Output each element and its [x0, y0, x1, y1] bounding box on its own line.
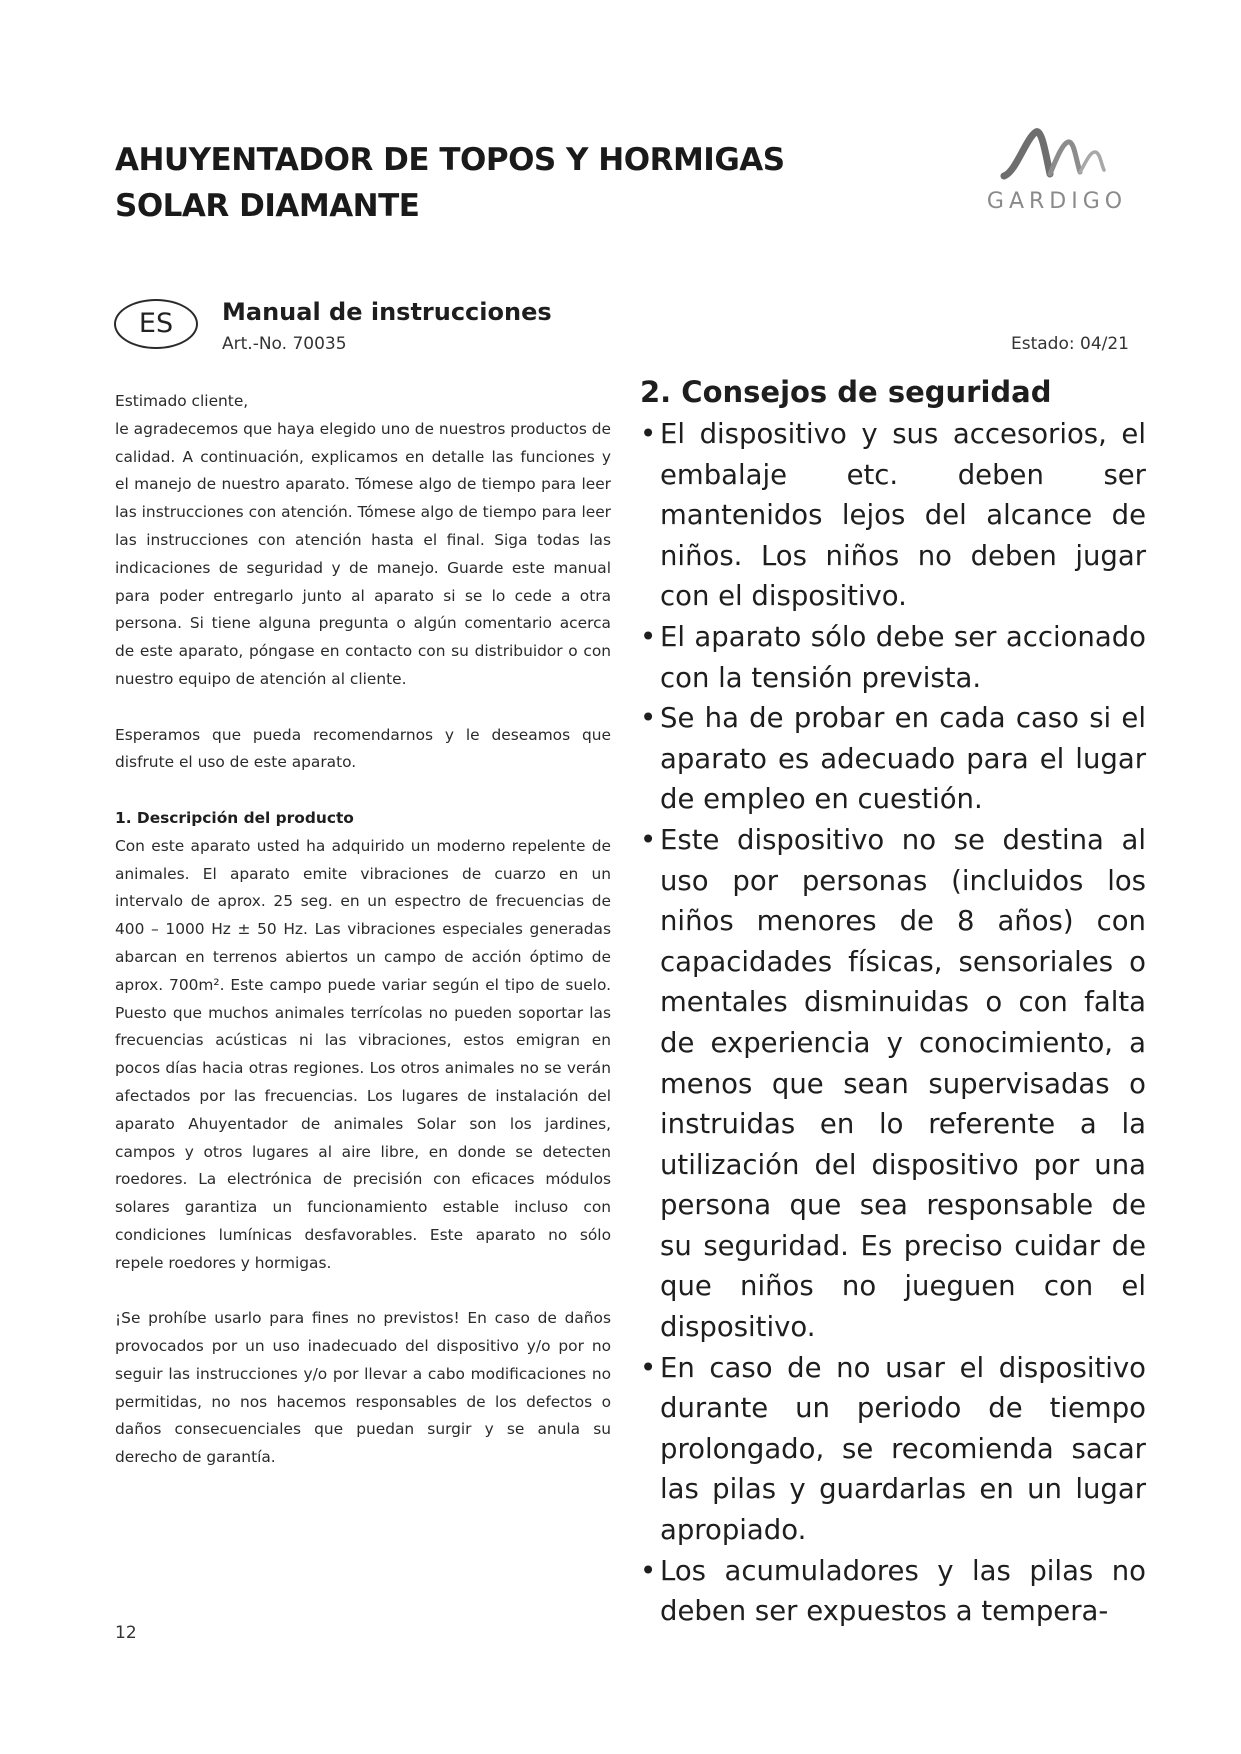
safety-item: • Se ha de probar en cada caso si el aparato es adecuado para el lugar de empleo en cuestión.	[640, 698, 1146, 820]
section-2-heading: 2. Consejos de seguridad	[640, 375, 1052, 409]
closing-paragraph: Esperamos que pueda recomendarnos y le deseamos que disfrute el uso de este aparato.	[115, 725, 611, 772]
right-column	[640, 372, 1146, 1632]
manual-title: Manual de instrucciones	[222, 298, 552, 326]
left-column	[115, 388, 611, 1500]
safety-item: • Este dispositivo no se destina al uso por personas (incluidos los niños menores de 8 años) con capacidades físicas, sensoriales o mentales disminuidas o con falta de experiencia y conocimiento, a menos que sean supervisadas o instruidas en lo referente a la utilización del dispositivo por una persona que sea responsable de su seguridad. Es preciso cuidar de que niños no jueguen con el dispositivo.	[640, 820, 1146, 1348]
revision-status: Estado: 04/21	[1011, 334, 1129, 354]
safety-item: • El dispositivo y sus accesorios, el embalaje etc. deben ser mantenidos lejos del alcance de niños. Los niños no deben jugar con el dispositivo.	[640, 414, 1146, 617]
misuse-warning: ¡Se prohíbe usarlo para fines no previstos! En caso de daños provocados por un uso inadecuado del dispositivo y/o por no seguir las instrucciones y/o por llevar a cabo modificaciones no permitidas, no nos hacemos responsables de los defectos o daños consecuenciales que puedan surgir y se anula su derecho de garantía.	[115, 1309, 611, 1467]
document-title	[115, 137, 875, 229]
safety-item: • Los acumuladores y las pilas no deben ser expuestos a tempera-	[640, 1551, 1146, 1632]
brand-name: GARDIGO	[986, 189, 1128, 214]
safety-list	[640, 414, 1146, 1632]
title-line-1: AHUYENTADOR DE TOPOS Y HORMIGAS	[115, 142, 785, 178]
safety-item: • El aparato sólo debe ser accionado con la tensión prevista.	[640, 617, 1146, 698]
language-badge: ES	[114, 299, 198, 349]
article-number: Art.-No. 70035	[222, 334, 347, 354]
greeting: Estimado cliente,	[115, 392, 249, 410]
product-description: Con este aparato usted ha adquirido un moderno repelente de animales. El aparato emite vibraciones de cuarzo en un intervalo de aprox. 25 seg. en un espectro de frecuencias de 400 – 1000 Hz ± 50 Hz. Las vibraciones especiales generadas abarcan en terrenos abiertos un campo de acción óptimo de aprox. 700m². Este campo puede variar según el tipo de suelo. Puesto que muchos animales terrícolas no pueden soportar las frecuencias acústicas ni las vibraciones, estos emigran en pocos días hacia otras regiones. Los otros animales no se verán afectados por las frecuencias. Los lugares de instalación del aparato Ahuyentador de animales Solar son los jardines, campos y otros lugares al aire libre, en donde se detecten roedores. La electrónica de precisión con eficaces módulos solares garantiza un funcionamiento estable incluso con condiciones lumínicas desfavorables. Este aparato no sólo repele roedores y hormigas.	[115, 836, 611, 1272]
wave-logo-icon	[1000, 126, 1112, 186]
title-line-2: SOLAR DIAMANTE	[115, 188, 420, 224]
page-number: 12	[115, 1623, 137, 1643]
gardigo-logo	[982, 126, 1132, 221]
section-1-heading: 1. Descripción del producto	[115, 808, 354, 827]
safety-item: • En caso de no usar el dispositivo durante un periodo de tiempo prolongado, se recomienda sacar las pilas y guardarlas en un lugar apropiado.	[640, 1348, 1146, 1551]
intro-paragraph: le agradecemos que haya elegido uno de nuestros productos de calidad. A continuación, explicamos en detalle las funciones y el manejo de nuestro aparato. Tómese algo de tiempo para leer las instrucciones con atención. Tómese algo de tiempo para leer las instrucciones con atención hasta el final. Siga todas las indicaciones de seguridad y de manejo. Guarde este manual para poder entregarlo junto al aparato si se lo cede a otra persona. Si tiene alguna pregunta o algún comentario acerca de este aparato, póngase en contacto con su distribuidor o con nuestro equipo de atención al cliente.	[115, 419, 611, 688]
